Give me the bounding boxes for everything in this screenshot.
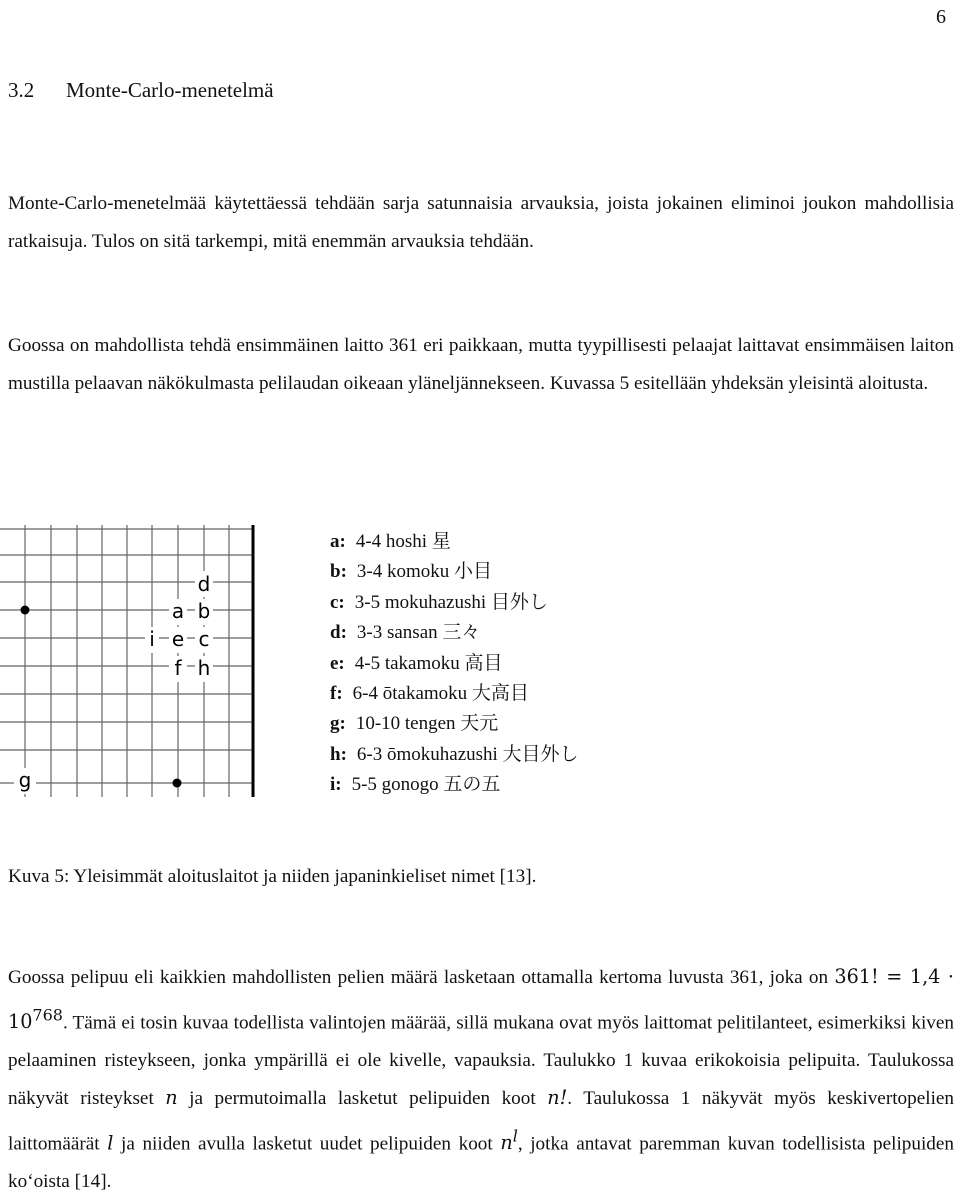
board-label-c: c: [198, 627, 210, 651]
text-run: , jotka antavat paremman kuvan todellisista pelipuiden ko‘oista [14].: [8, 1133, 955, 1192]
legend-key: b:: [330, 561, 347, 583]
legend-row-g: [330, 709, 579, 739]
section-title: Monte-Carlo-menetelmä: [66, 78, 274, 102]
board-label-e: e: [171, 627, 185, 651]
star-point-stone: [173, 779, 182, 788]
legend-text: 6-3 ōmokuhazushi 大目外し: [356, 743, 579, 765]
paragraph-2: [8, 327, 954, 402]
legend-key: g:: [330, 713, 346, 735]
board-label-f: f: [174, 656, 182, 680]
text-run: ja permutoimalla lasketut pelipuiden koot: [189, 1088, 536, 1110]
legend-row-b: [330, 557, 579, 587]
legend-text: 4-5 takamoku 高目: [354, 652, 503, 674]
paragraph-2-text: Goossa on mahdollista tehdä ensimmäinen laitto 361 eri paikkaan, mutta tyypillisesti pelaajat laittavat ensimmäisen laiton mustilla pelaavan näkökulmasta pelilaudan oikeaan yläneljännekseen. Kuvassa 5 esitellään yhdeksän yleisintä aloitusta.: [8, 335, 954, 394]
legend-row-i: [330, 770, 579, 800]
paragraph-3: [8, 958, 954, 1200]
section-heading: [8, 78, 274, 103]
paragraph-1: [8, 185, 954, 260]
opening-legend: [330, 527, 579, 801]
legend-key: e:: [330, 652, 345, 674]
legend-text: 3-4 komoku 小目: [356, 561, 493, 583]
math-run: n: [500, 1131, 513, 1155]
math-run: 361! = 1,4 · 10: [8, 965, 955, 1033]
math-variable-n: n: [165, 1086, 178, 1110]
text-run: Goossa pelipuu eli kaikkien mahdollisten pelien määrä lasketaan ottamalla kertoma luvusta 361, joka on: [8, 967, 829, 988]
board-label-g: g: [18, 768, 32, 792]
legend-row-d: [330, 618, 579, 648]
legend-key: f:: [330, 683, 343, 705]
legend-text: 3-5 mokuhazushi 目外し: [354, 591, 548, 613]
figure-caption: Kuva 5: Yleisimmät aloituslaitot ja niiden japaninkieliset nimet [13].: [8, 866, 537, 887]
go-board-diagram: [0, 525, 260, 797]
text-run: ja niiden avulla lasketut uudet pelipuiden koot: [121, 1133, 493, 1155]
legend-key: i:: [330, 774, 342, 796]
board-label-a: a: [171, 599, 185, 623]
math-n-power-l: [500, 1126, 518, 1155]
text-run: . Tämä ei tosin kuvaa todellista valintojen määrää, sillä mukana ovat myös laittomat pelitilanteet, esimerkiksi kiven pelaaminen risteykseen, jonka ympärillä ei ole kivelle, vapauksia. Taulukko 1 kuvaa erikokoisia pelipuita. Taulukossa näkyvät risteykset: [8, 1011, 954, 1110]
figure-5: [0, 525, 960, 805]
page-number: 6: [936, 6, 946, 28]
text-run: . Taulukossa 1 näkyvät myös keskivertopelien laittomäärät: [8, 1088, 955, 1155]
board-label-h: h: [197, 656, 211, 680]
legend-row-e: [330, 649, 579, 679]
legend-row-a: [330, 527, 579, 557]
math-exponent: l: [512, 1126, 518, 1146]
legend-text: 10-10 tengen 天元: [355, 713, 499, 735]
legend-text: 5-5 gonogo 五の五: [351, 774, 501, 796]
board-label-b: b: [197, 599, 211, 623]
star-point-stone: [21, 606, 30, 615]
legend-text: 3-3 sansan 三々: [356, 622, 481, 644]
board-label-d: d: [197, 572, 211, 596]
paragraph-3-text: [8, 958, 954, 1200]
math-variable-l: l: [107, 1131, 114, 1155]
legend-key: c:: [330, 591, 345, 613]
board-grid: [0, 525, 253, 797]
legend-row-h: [330, 740, 579, 770]
paragraph-1-text: Monte-Carlo-menetelmää käytettäessä tehdään sarja satunnaisia arvauksia, joista jokainen eliminoi joukon mahdollisia ratkaisuja. Tulos on sitä tarkempi, mitä enemmän arvauksia tehdään.: [8, 193, 954, 252]
legend-row-f: [330, 679, 579, 709]
legend-key: d:: [330, 622, 347, 644]
board-label-i: i: [149, 627, 155, 651]
legend-key: a:: [330, 531, 346, 552]
math-n-factorial: n!: [547, 1086, 568, 1110]
legend-text: 6-4 ōtakamoku 大高目: [352, 683, 529, 705]
legend-key: h:: [330, 743, 347, 765]
math-exponent: 768: [32, 1005, 63, 1025]
legend-text: 4-4 hoshi 星: [355, 531, 451, 552]
legend-row-c: [330, 588, 579, 618]
section-number: 3.2: [8, 78, 35, 102]
